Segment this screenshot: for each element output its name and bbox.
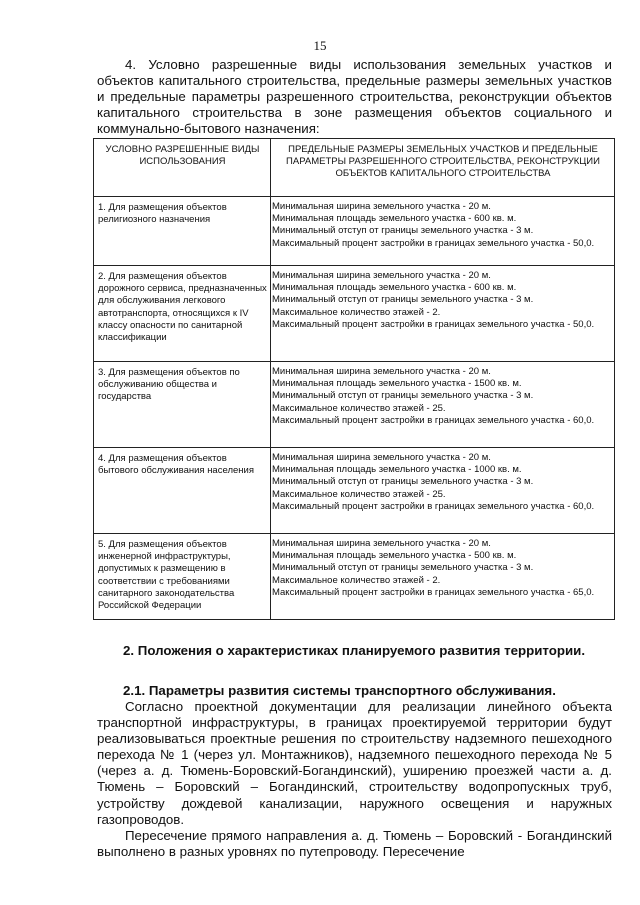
body-paragraph-1: Согласно проектной документации для реализации линейного объекта транспортной инфраструктуры, в границах проектируемой территории будут реализовываться проектные решения по строительству надземного пешеходного перехода № 1 (через ул. Монтажников), надземного пешеходного перехода № 5 (через а. д. Тюмень-Боровский-Богандинский), уширению проезжей части а. д. Тюмень – Боровский – Богандинский, строительству водопропускных труб, устройству дождевой канализации, наружного освещения и наружных газопроводов.	[97, 699, 612, 827]
parameter-line: Минимальная площадь земельного участка - 600 кв. м.	[272, 282, 517, 294]
table-row	[94, 534, 615, 620]
parameter-line: Минимальная ширина земельного участка - 20 м.	[272, 452, 491, 463]
page-number: 15	[313, 38, 327, 53]
parameter-line: Максимальный процент застройки в границах земельного участка - 50,0.	[272, 318, 595, 330]
parameter-line: Максимальный процент застройки в границах земельного участка - 60,0.	[272, 414, 595, 426]
parameter-line: Минимальная ширина земельного участка - 20 м.	[272, 270, 491, 281]
parameter-line: Минимальная площадь земельного участка - 500 кв. м.	[272, 550, 517, 562]
parameter-line: Минимальный отступ от границы земельного участка - 3 м.	[272, 225, 534, 237]
header-parameters: ПРЕДЕЛЬНЫЕ РАЗМЕРЫ ЗЕМЕЛЬНЫХ УЧАСТКОВ И ПРЕДЕЛЬНЫЕ ПАРАМЕТРЫ РАЗРЕШЕННОГО СТРОИТЕЛЬСТВА, РЕКОНСТРУКЦИИ ОБЪЕКТОВ КАПИТАЛЬНОГО СТРОИТЕЛЬСТВА	[271, 139, 615, 197]
parameters-cell	[271, 362, 615, 448]
parameter-line: Минимальная площадь земельного участка - 1000 кв. м.	[272, 464, 522, 476]
parameter-line: Максимальный процент застройки в границах земельного участка - 60,0.	[272, 500, 595, 512]
body-paragraph-2: Пересечение прямого направления а. д. Тюмень – Боровский - Богандинский выполнено в разных уровнях по путепроводу. Пересечение	[97, 828, 612, 860]
parameter-line: Минимальная ширина земельного участка - 20 м.	[272, 366, 491, 377]
section-heading: 2. Положения о характеристиках планируемого развития территории.	[123, 643, 586, 658]
table-row	[94, 197, 615, 266]
parameter-line: Максимальное количество этажей - 2.	[272, 306, 441, 318]
header-uses: УСЛОВНО РАЗРЕШЕННЫЕ ВИДЫ ИСПОЛЬЗОВАНИЯ	[94, 139, 271, 197]
parameter-line: Минимальный отступ от границы земельного участка - 3 м.	[272, 294, 534, 306]
permitted-use-cell: 1. Для размещения объектов религиозного назначения	[94, 197, 271, 266]
table-row	[94, 448, 615, 534]
parameter-line: Максимальное количество этажей - 25.	[272, 402, 446, 414]
table-row	[94, 362, 615, 448]
permitted-use-cell: 2. Для размещения объектов дорожного сервиса, предназначенных для обслуживания легкового автотранспорта, относящихся к IV классу опасности по санитарной классификации	[94, 266, 271, 362]
parameter-line: Минимальная ширина земельного участка - 20 м.	[272, 538, 491, 549]
permitted-use-cell: 3. Для размещения объектов по обслуживанию общества и государства	[94, 362, 271, 448]
parameter-line: Минимальная площадь земельного участка - 1500 кв. м.	[272, 378, 522, 390]
subsection-heading: 2.1. Параметры развития системы транспортного обслуживания.	[123, 683, 556, 698]
parameter-line: Максимальный процент застройки в границах земельного участка - 50,0.	[272, 237, 595, 249]
permitted-use-cell: 5. Для размещения объектов инженерной инфраструктуры, допустимых к размещению в соответствии с требованиями санитарного законодательства Российской Федерации	[94, 534, 271, 620]
parameter-line: Максимальное количество этажей - 25.	[272, 488, 446, 500]
parameters-cell	[271, 197, 615, 266]
parameter-line: Минимальная ширина земельного участка - 20 м.	[272, 201, 491, 212]
parameters-cell	[271, 534, 615, 620]
parameter-line: Минимальный отступ от границы земельного участка - 3 м.	[272, 476, 534, 488]
parameter-line: Максимальное количество этажей - 2.	[272, 574, 441, 586]
parameters-cell	[271, 266, 615, 362]
parameter-line: Минимальная площадь земельного участка - 600 кв. м.	[272, 213, 517, 225]
parameter-line: Минимальный отступ от границы земельного участка - 3 м.	[272, 562, 534, 574]
parameter-line: Максимальный процент застройки в границах земельного участка - 65,0.	[272, 586, 595, 598]
parameter-line: Минимальный отступ от границы земельного участка - 3 м.	[272, 390, 534, 402]
intro-paragraph: 4. Условно разрешенные виды использования земельных участков и объектов капитального строительства, предельные размеры земельных участков и предельные параметры разрешенного строительства, реконструкции объектов капитального строительства в зоне размещения объектов социального и коммунально-бытового назначения:	[97, 57, 612, 136]
table-header-row	[94, 139, 615, 197]
permitted-use-cell: 4. Для размещения объектов бытового обслуживания населения	[94, 448, 271, 534]
permitted-uses-table	[93, 138, 615, 620]
table-row	[94, 266, 615, 362]
parameters-cell	[271, 448, 615, 534]
